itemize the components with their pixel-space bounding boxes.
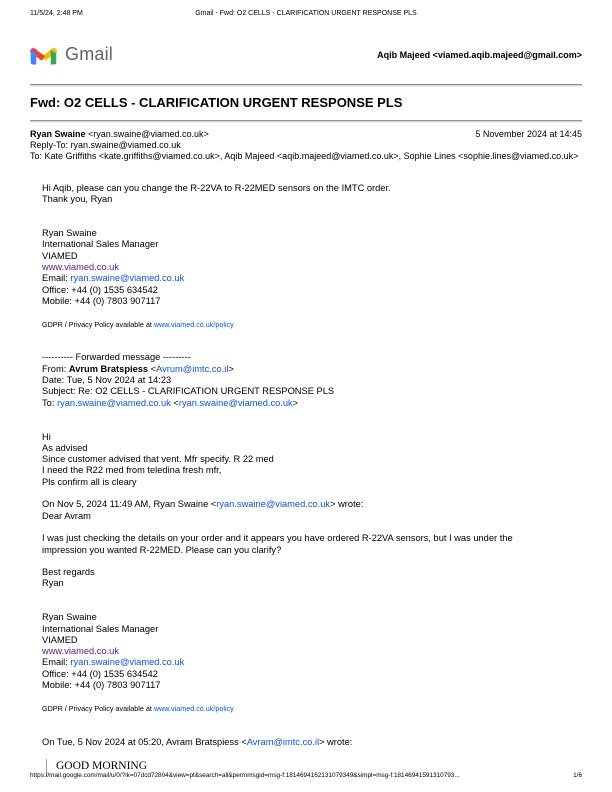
body-line: [42, 217, 582, 228]
text-segment: International Sales Manager: [42, 623, 159, 634]
from-address: <ryan.swaine@viamed.co.uk>: [85, 129, 209, 139]
email-link[interactable]: Avrum@imtc.co.il: [156, 363, 229, 374]
text-segment: Pls confirm all is cleary: [42, 476, 137, 487]
body-line: [42, 206, 582, 217]
body-line: [42, 556, 582, 567]
body-line: [42, 737, 582, 748]
body-line: [42, 420, 582, 431]
text-segment: ---------- Forwarded message ---------: [42, 352, 191, 363]
text-segment: On Tue, 5 Nov 2024 at 05:20, Avram Bratspiess <: [42, 736, 247, 747]
message-body: [42, 183, 582, 777]
from-field: [30, 129, 209, 140]
body-line: [42, 454, 582, 465]
print-title: Gmail - Fwd: O2 CELLS - CLARIFICATION URGENT RESPONSE PLS: [195, 10, 417, 17]
text-segment: >: [228, 363, 234, 374]
text-segment: To:: [42, 397, 57, 408]
from-name: Ryan Swaine: [30, 129, 86, 139]
small-link[interactable]: www.viamed.co.uk/policy: [153, 319, 234, 329]
text-segment: <: [170, 397, 179, 408]
email-link[interactable]: Avram@imtc.co.il: [246, 736, 320, 747]
text-segment: Email:: [42, 657, 71, 668]
gmail-logo: [30, 44, 113, 65]
email-link[interactable]: ryan.swaine@viamed.co.uk: [57, 397, 171, 408]
text-segment: Ryan Swaine: [42, 228, 97, 239]
text-segment: > wrote:: [319, 736, 353, 747]
body-line: [42, 465, 582, 476]
print-header: [30, 9, 582, 19]
body-line: [42, 228, 582, 239]
body-line: [42, 578, 582, 589]
body-line: [42, 533, 582, 544]
text-segment: Hi Aqib, please can you change the R-22VA to R-22MED sensors on the IMTC order.: [42, 183, 391, 193]
body-line: [42, 398, 582, 409]
divider-under-subject: [30, 120, 582, 123]
small-text-segment: GDPR / Privacy Policy available at: [42, 703, 154, 713]
body-line: [42, 748, 582, 759]
body-line: [42, 477, 582, 488]
body-line: [42, 646, 582, 657]
print-timestamp: 11/5/24, 2:48 PM: [30, 10, 83, 17]
body-line: [42, 296, 582, 307]
body-line: [42, 624, 582, 635]
email-link[interactable]: ryan.swaine@viamed.co.uk: [70, 657, 185, 668]
body-line: [42, 386, 582, 397]
body-line: [42, 432, 582, 443]
visited-link[interactable]: www.viamed.co.uk: [42, 262, 119, 273]
gmail-m-icon: [30, 45, 57, 65]
text-segment: International Sales Manager: [42, 239, 159, 250]
email-link[interactable]: ryan.swaine@viamed.co.uk: [216, 499, 331, 510]
body-line: [42, 251, 582, 262]
body-line: [42, 194, 582, 205]
to-field: To: Kate Griffiths <kate.griffiths@viamed.co.uk>, Aqib Majeed <aqib.majeed@viamed.co.uk>, Sophie Lines <sophie.lines@viamed.co.uk>: [30, 151, 579, 161]
page-indicator: 1/6: [573, 772, 582, 779]
body-line: [42, 669, 582, 680]
gmail-wordmark: Gmail: [65, 44, 114, 64]
email-content: [30, 84, 582, 777]
body-line: [42, 239, 582, 250]
body-line: [42, 409, 582, 420]
text-segment: From:: [42, 363, 69, 374]
text-segment: Email:: [42, 273, 71, 284]
text-segment: Mobile: +44 (0) 7803 907117: [42, 295, 161, 306]
body-line: [42, 590, 582, 601]
text-segment: On Nov 5, 2024 11:49 AM, Ryan Swaine <: [42, 499, 217, 510]
body-line: [42, 635, 582, 646]
divider-top: [30, 84, 582, 87]
text-segment: Since customer advised that vent. Mfr specify. R 22 med: [42, 454, 274, 465]
visited-link[interactable]: www.viamed.co.uk: [42, 646, 119, 657]
body-line: [42, 443, 582, 454]
body-line: [42, 341, 582, 352]
text-segment: Office: +44 (0) 1535 634542: [42, 284, 158, 295]
body-line: [42, 511, 582, 522]
body-line: [42, 364, 582, 375]
email-meta: [30, 129, 582, 162]
body-line: [42, 262, 582, 273]
account-identity: Aqib Majeed <viamed.aqib.majeed@gmail.com>: [377, 49, 582, 60]
text-segment: Subject: Re: O2 CELLS - CLARIFICATION URGENT RESPONSE PLS: [42, 386, 335, 397]
body-line: [42, 567, 582, 578]
body-line: [42, 183, 582, 194]
body-line: [42, 612, 582, 623]
page-footer: [30, 772, 582, 779]
text-segment: GOOD MORNING: [56, 760, 148, 773]
email-link[interactable]: ryan.swaine@viamed.co.uk: [70, 273, 185, 284]
reply-to-field: Reply-To: ryan.swaine@viamed.co.uk: [30, 140, 181, 150]
text-segment: > wrote:: [330, 499, 364, 510]
text-segment: Dear Avram: [42, 510, 91, 521]
text-segment: I need the R22 med from teledina fresh mfr,: [42, 465, 222, 476]
body-line: [42, 691, 582, 702]
gmail-header: [30, 44, 582, 65]
email-subject: Fwd: O2 CELLS - CLARIFICATION URGENT RESPONSE PLS: [30, 95, 403, 110]
footer-url[interactable]: https://mail.google.com/mail/u/0/?ik=07dcd72804&view=pt&search=all&permmsgid=msg-f:1814694162131079349&simpl=msg-f:18146941591310793...: [30, 772, 460, 779]
body-line: [42, 319, 582, 330]
text-segment: Ryan: [42, 578, 64, 589]
small-text-segment: GDPR / Privacy Policy available at: [42, 319, 154, 329]
body-line: [42, 725, 582, 736]
text-segment: Mobile: +44 (0) 7803 907117: [42, 680, 161, 691]
body-line: [42, 680, 582, 691]
text-segment: Date: Tue, 5 Nov 2024 at 14:23: [42, 375, 172, 386]
text-segment: As advised: [42, 442, 88, 453]
text-segment: VIAMED: [42, 634, 78, 645]
body-line: [42, 657, 582, 668]
email-link[interactable]: ryan.swaine@viamed.co.uk: [178, 397, 293, 408]
text-segment: Best regards: [42, 567, 95, 578]
body-line: [42, 714, 582, 725]
text-segment: <: [148, 363, 157, 374]
body-line: [42, 352, 582, 363]
text-segment: Thank you, Ryan: [42, 194, 113, 205]
body-line: [42, 522, 582, 533]
text-segment: >: [292, 397, 299, 408]
body-line: [42, 273, 582, 284]
email-date: 5 November 2024 at 14:45: [475, 129, 582, 139]
small-link[interactable]: www.viamed.co.uk/policy: [153, 703, 234, 713]
bold-text-segment: Avrum Bratspiess: [68, 363, 149, 374]
body-line: [42, 307, 582, 318]
body-line: [42, 285, 582, 296]
body-line: [42, 545, 582, 556]
text-segment: I was just checking the details on your order and it appears you have ordered R-22VA sensors, but I was under the: [42, 533, 513, 544]
body-line: [42, 488, 582, 499]
meta-from-row: [30, 129, 582, 140]
text-segment: VIAMED: [42, 250, 78, 261]
body-line: [42, 601, 582, 612]
body-line: [42, 499, 582, 510]
text-segment: impression you wanted R-22MED. Please can you clarify?: [42, 544, 282, 555]
body-line: [42, 375, 582, 386]
text-segment: Hi: [42, 431, 51, 442]
body-line: [42, 703, 582, 714]
text-segment: Office: +44 (0) 1535 634542: [42, 668, 158, 679]
body-line: [42, 330, 582, 341]
text-segment: Ryan Swaine: [42, 612, 97, 623]
